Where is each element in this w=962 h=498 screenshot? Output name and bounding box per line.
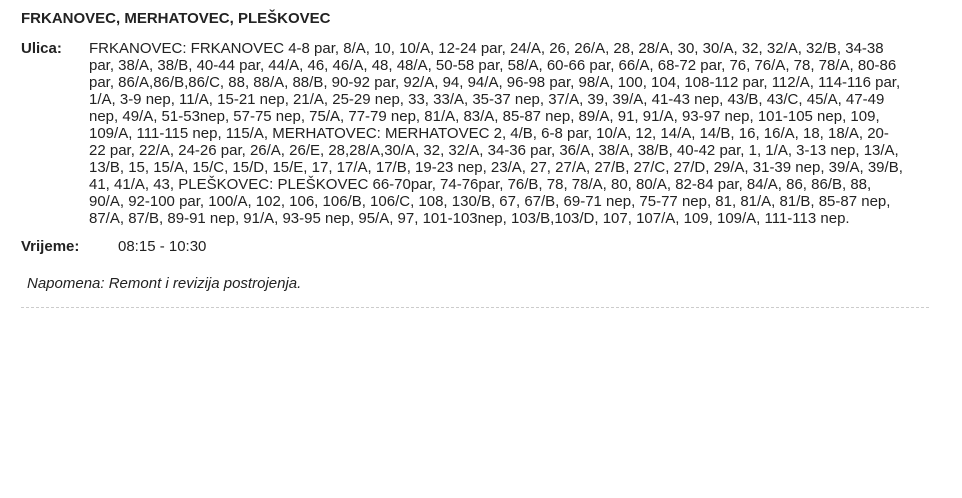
street-list: FRKANOVEC: FRKANOVEC 4-8 par, 8/A, 10, 10/A, 12-24 par, 24/A, 26, 26/A, 28, 28/A, 30, 30/A, 32, 32/A, 32/B, 34-38 par, 38/A, 38/B, 40-44 par, 44/A, 46, 46/A, 48, 48/A, 50-58 par, 58/A, 60-66 par, 66/A, 68-72 par, 76, 76/A, 78, 78/A, 80-86 par, 86/A,86/B,86/C, 88, 88/A, 88/B, 90-92 par, 92/A, 94, 94/A, 96-98 par, 98/A, 100, 104, 108-112 par, 112/A, 114-116 par, 1/A, 3-9 nep, 11/A, 15-21 nep, 21/A, 25-29 nep, 33, 33/A, 35-37 nep, 37/A, 39, 39/A, 41-43 nep, 43/B, 43/C, 45/A, 47-49 nep, 49/A, 51-53nep, 57-75 nep, 75/A, 77-79 nep, 81/A, 83/A, 85-87 nep, 89/A, 91, 91/A, 93-97 nep, 101-105 nep, 109, 109/A, 111-115 nep, 115/A, MERHATOVEC: MERHATOVEC 2, 4/B, 6-8 par, 10/A, 12, 14/A, 14/B, 16, 16/A, 18, 18/A, 20-22 par, 22/A, 24-26 par, 26/A, 26/E, 28,28/A,30/A, 32, 32/A, 34-36 par, 36/A, 38/A, 38/B, 40-42 par, 1, 1/A, 3-13 nep, 13/A, 13/B, 15, 15/A, 15/C, 15/D, 15/E, 17, 17/A, 17/B, 19-23 nep, 23/A, 27, 27/A, 27/B, 27/C, 27/D, 29/A, 31-39 nep, 39/A, 39/B, 41, 41/A, 43, PLEŠKOVEC: PLEŠKOVEC 66-70par, 74-76par, 76/B, 78, 78/A, 80, 80/A, 82-84 par, 84/A, 86, 86/B, 88, 90/A, 92-100 par, 100/A, 102, 106, 106/B, 106/C, 108, 130/B, 67, 67/B, 69-71 nep, 75-77 nep, 81, 81/A, 81/B, 85-87 nep, 87/A, 87/B, 89-91 nep, 91/A, 93-95 nep, 95/A, 97, 101-103nep, 103/B,103/D, 107, 107/A, 109, 109/A, 111-113 nep.: [89, 40, 903, 227]
street-row: [21, 40, 931, 227]
time-label: Vrijeme:: [21, 238, 80, 255]
time-row: [21, 238, 931, 255]
notice-note: Napomena: Remont i revizija postrojenja.: [27, 275, 302, 292]
notice-title: FRKANOVEC, MERHATOVEC, PLEŠKOVEC: [21, 10, 331, 27]
street-label: Ulica:: [21, 40, 62, 57]
divider: [21, 307, 929, 308]
time-value: 08:15 - 10:30: [118, 238, 207, 255]
